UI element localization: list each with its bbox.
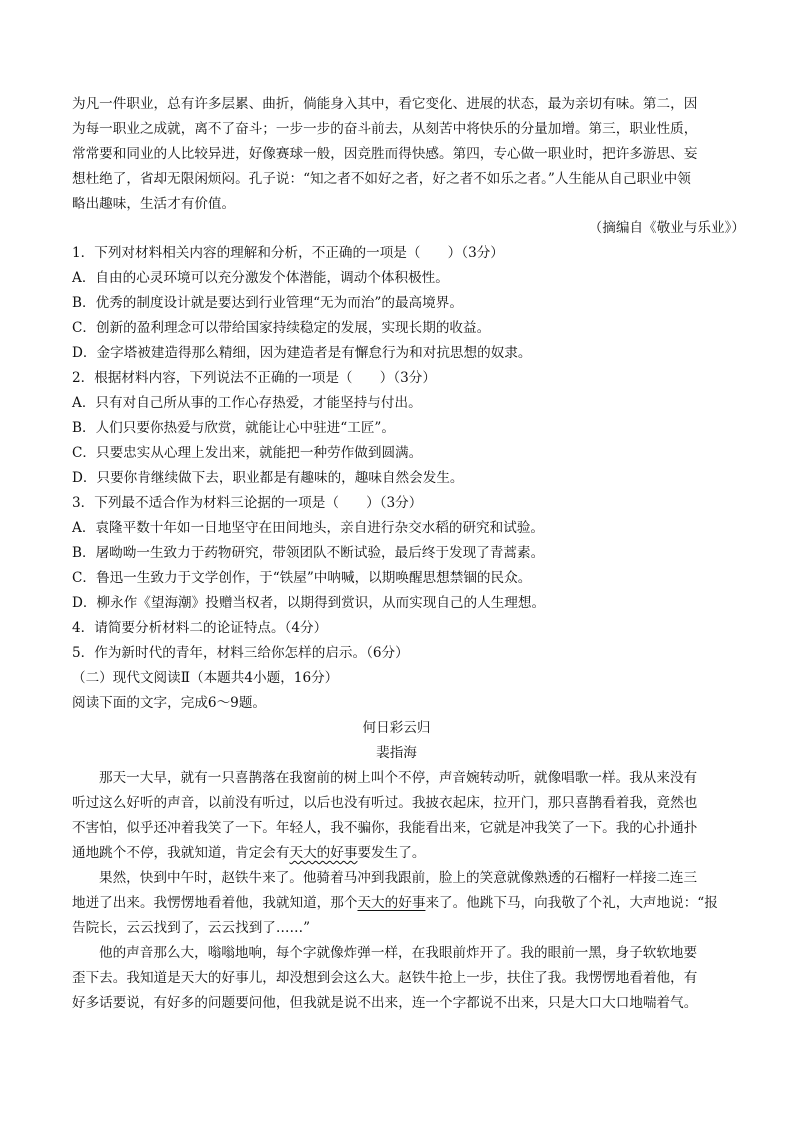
material-line-5: 略出趣味，生活才有价值。 <box>72 196 236 212</box>
q2-option-c: C．只要忠实从心理上发出来，就能把一种劳作做到圆满。 <box>72 445 423 461</box>
story-title: 何日彩云归 <box>362 720 431 736</box>
q2-option-d: D．只要你肯继续做下去，职业都是有趣味的，趣味自然会发生。 <box>72 470 464 486</box>
q5-stem: 5．作为新时代的青年，材料三给你怎样的启示。（6分） <box>72 645 409 661</box>
story-p3-line-1: 他的声音那么大，嗡嗡地响，每个字就像炸弹一样，在我眼前炸开了。我的眼前一黑，身子软软地要 <box>99 945 698 961</box>
q1-option-a: A．自由的心灵环境可以充分激发个体潜能，调动个体积极性。 <box>72 270 449 286</box>
story-p3-line-2: 歪下去。我知道是天大的好事儿，却没想到会这么大。赵铁牛抢上一步，扶住了我。我愣愣地看着他，有 <box>72 970 698 986</box>
story-p2-line-1: 果然，快到中午时，赵铁牛来了。他骑着马冲到我跟前，脸上的笑意就像熟透的石榴籽一样接二连三 <box>99 870 698 886</box>
q1-option-b: B．优秀的制度设计就是要达到行业管理“无为而治”的最高境界。 <box>72 295 463 311</box>
section2-header: （二）现代文阅读Ⅱ（本题共4小题，16分） <box>72 670 339 686</box>
story-p1-line-4 <box>72 843 425 863</box>
story-p2-line-3: 告院长，云云找到了，云云找到了……” <box>72 920 311 936</box>
q3-option-a: A．袁隆平数十年如一日地坚守在田间地头，亲自进行杂交水稻的研究和试验。 <box>72 520 545 536</box>
q1-stem: 1．下列对材料相关内容的理解和分析，不正确的一项是（ ）（3分） <box>72 245 504 261</box>
story-p1-line-2: 听过这么好听的声音，以前没有听过，以后也没有听过。我披衣起床，拉开门，那只喜鹊看着我，竟然也 <box>72 795 698 811</box>
material-source: （摘编自《敬业与乐业》） <box>588 220 745 236</box>
q3-option-b: B．屠呦呦一生致力于药物研究，带领团队不断试验，最后终于发现了青蒿素。 <box>72 545 545 561</box>
q1-option-c: C．创新的盈利理念可以带给国家持续稳定的发展，实现长期的收益。 <box>72 320 491 336</box>
q3-option-d: D．柳永作《望海潮》投赠当权者，以期得到赏识，从而实现自己的人生理想。 <box>72 595 546 611</box>
marked-phrase-1: 天大的好事 <box>289 845 358 861</box>
material-line-4: 想杜绝了，省却无限闲烦闷。孔子说：“知之者不如好之者，好之者不如乐之者。”人生能从自己职业中领 <box>72 171 691 187</box>
q4-stem: 4．请简要分析材料二的论证特点。（4分） <box>72 620 328 636</box>
q2-stem: 2．根据材料内容，下列说法不正确的一项是（ ）（3分） <box>72 370 436 386</box>
q3-option-c: C．鲁迅一生致力于文学创作，于“铁屋”中呐喊，以期唤醒思想禁锢的民众。 <box>72 570 532 586</box>
material-line-2: 为每一职业之成就，离不了奋斗；一步一步的奋斗前去，从刻苦中将快乐的分量加增。第三，职业性质， <box>72 121 698 137</box>
story-author: 裴指海 <box>376 745 417 761</box>
section2-instruction: 阅读下面的文字，完成6～9题。 <box>72 695 267 711</box>
story-p2-line-2-pre: 地迸了出来。我愣愣地看着他，我就知道，那个 <box>72 895 358 911</box>
q2-option-a: A．只有对自己所从事的工作心存热爱，才能坚持与付出。 <box>72 395 422 411</box>
material-line-1: 为凡一件职业，总有许多层累、曲折，倘能身入其中，看它变化、进展的状态，最为亲切有味。第二，因 <box>72 96 698 112</box>
story-p1-line-4-pre: 通地跳个不停，我就知道，肯定会有 <box>72 845 290 861</box>
story-p2-line-2-post: 来了。他跳下马，向我敬了个礼，大声地说：“报 <box>425 895 718 911</box>
story-p3-line-3: 好多话要说，有好多的问题要问他，但我就是说不出来，连一个字都说不出来，只是大口大口地喘着气。 <box>72 995 698 1011</box>
story-p2-line-2 <box>72 893 718 913</box>
q2-option-b: B．人们只要你热爱与欣赏，就能让心中驻进“工匠”。 <box>72 420 395 436</box>
story-p1-line-3: 不害怕，似乎还冲着我笑了一下。年轻人，我不骗你，我能看出来，它就是冲我笑了一下。我的心扑通扑 <box>72 820 698 836</box>
q3-stem: 3．下列最不适合作为材料三论据的一项是（ ）（3分） <box>72 495 423 511</box>
story-p1-line-4-post: 要发生了。 <box>357 845 426 861</box>
q1-option-d: D．金字塔被建造得那么精细，因为建造者是有懈怠行为和对抗思想的奴隶。 <box>72 345 532 361</box>
marked-phrase-2: 天大的好事 <box>357 895 426 911</box>
material-line-3: 常常要和同业的人比较异进，好像赛球一般，因竞胜而得快感。第四，专心做一职业时，把许多游思、妄 <box>72 146 698 162</box>
story-p1-line-1: 那天一大早，就有一只喜鹊落在我窗前的树上叫个不停，声音婉转动听，就像唱歌一样。我从来没有 <box>99 770 698 786</box>
